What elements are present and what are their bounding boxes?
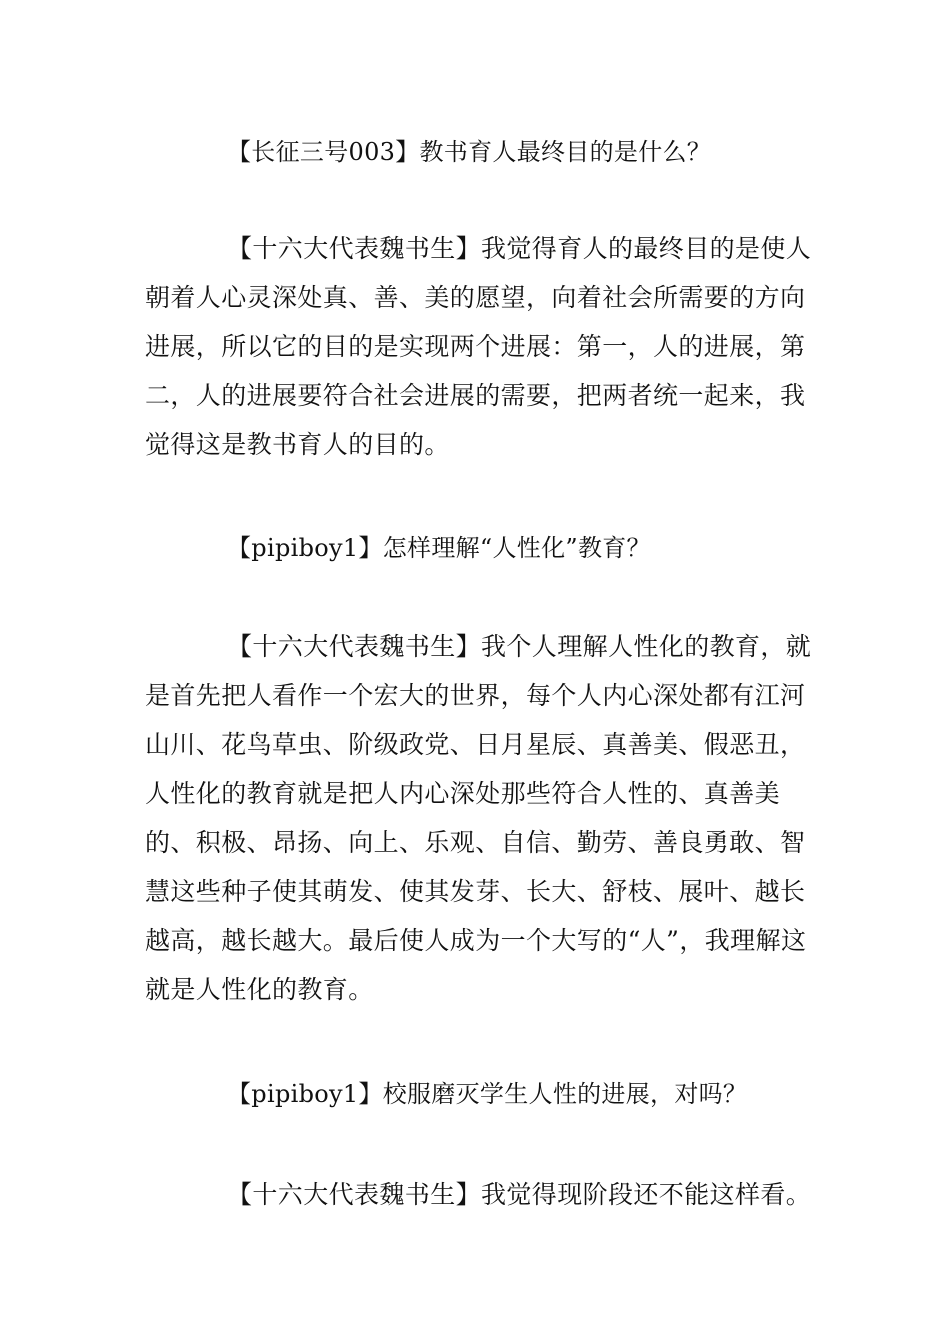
question-paragraph: 【pipiboy1】怎样理解“人性化”教育？ (227, 534, 651, 562)
answer-paragraph: 【十六大代表魏书生】我个人理解人性化的教育，就是首先把人看作一个宏大的世界，每个人内心深处都有江河山川、花鸟草虫、阶级政党、日月星辰、真善美、假恶丑，人性化的教育就是把人内心深处那些符合人性的、真善美的、积极、昂扬、向上、乐观、自信、勤劳、善良勇敢、智慧这些种子使其萌发、使其发芽、长大、舒枝、展叶、越长越高，越长越大。最后使人成为一个大写的“人”，我理解这就是人性化的教育。 (145, 632, 812, 1004)
question-paragraph: 【长征三号003】教书育人最终目的是什么？ (227, 138, 712, 166)
question-paragraph: 【pipiboy1】校服磨灭学生人性的进展，对吗？ (227, 1080, 748, 1108)
answer-paragraph: 【十六大代表魏书生】我觉得育人的最终目的是使人朝着人心灵深处真、善、美的愿望，向着社会所需要的方向进展，所以它的目的是实现两个进展：第一，人的进展，第二，人的进展要符合社会进展的需要，把两者统一起来，我觉得这是教书育人的目的。 (145, 234, 812, 459)
answer-paragraph: 【十六大代表魏书生】我觉得现阶段还不能这样看。 (227, 1180, 812, 1209)
